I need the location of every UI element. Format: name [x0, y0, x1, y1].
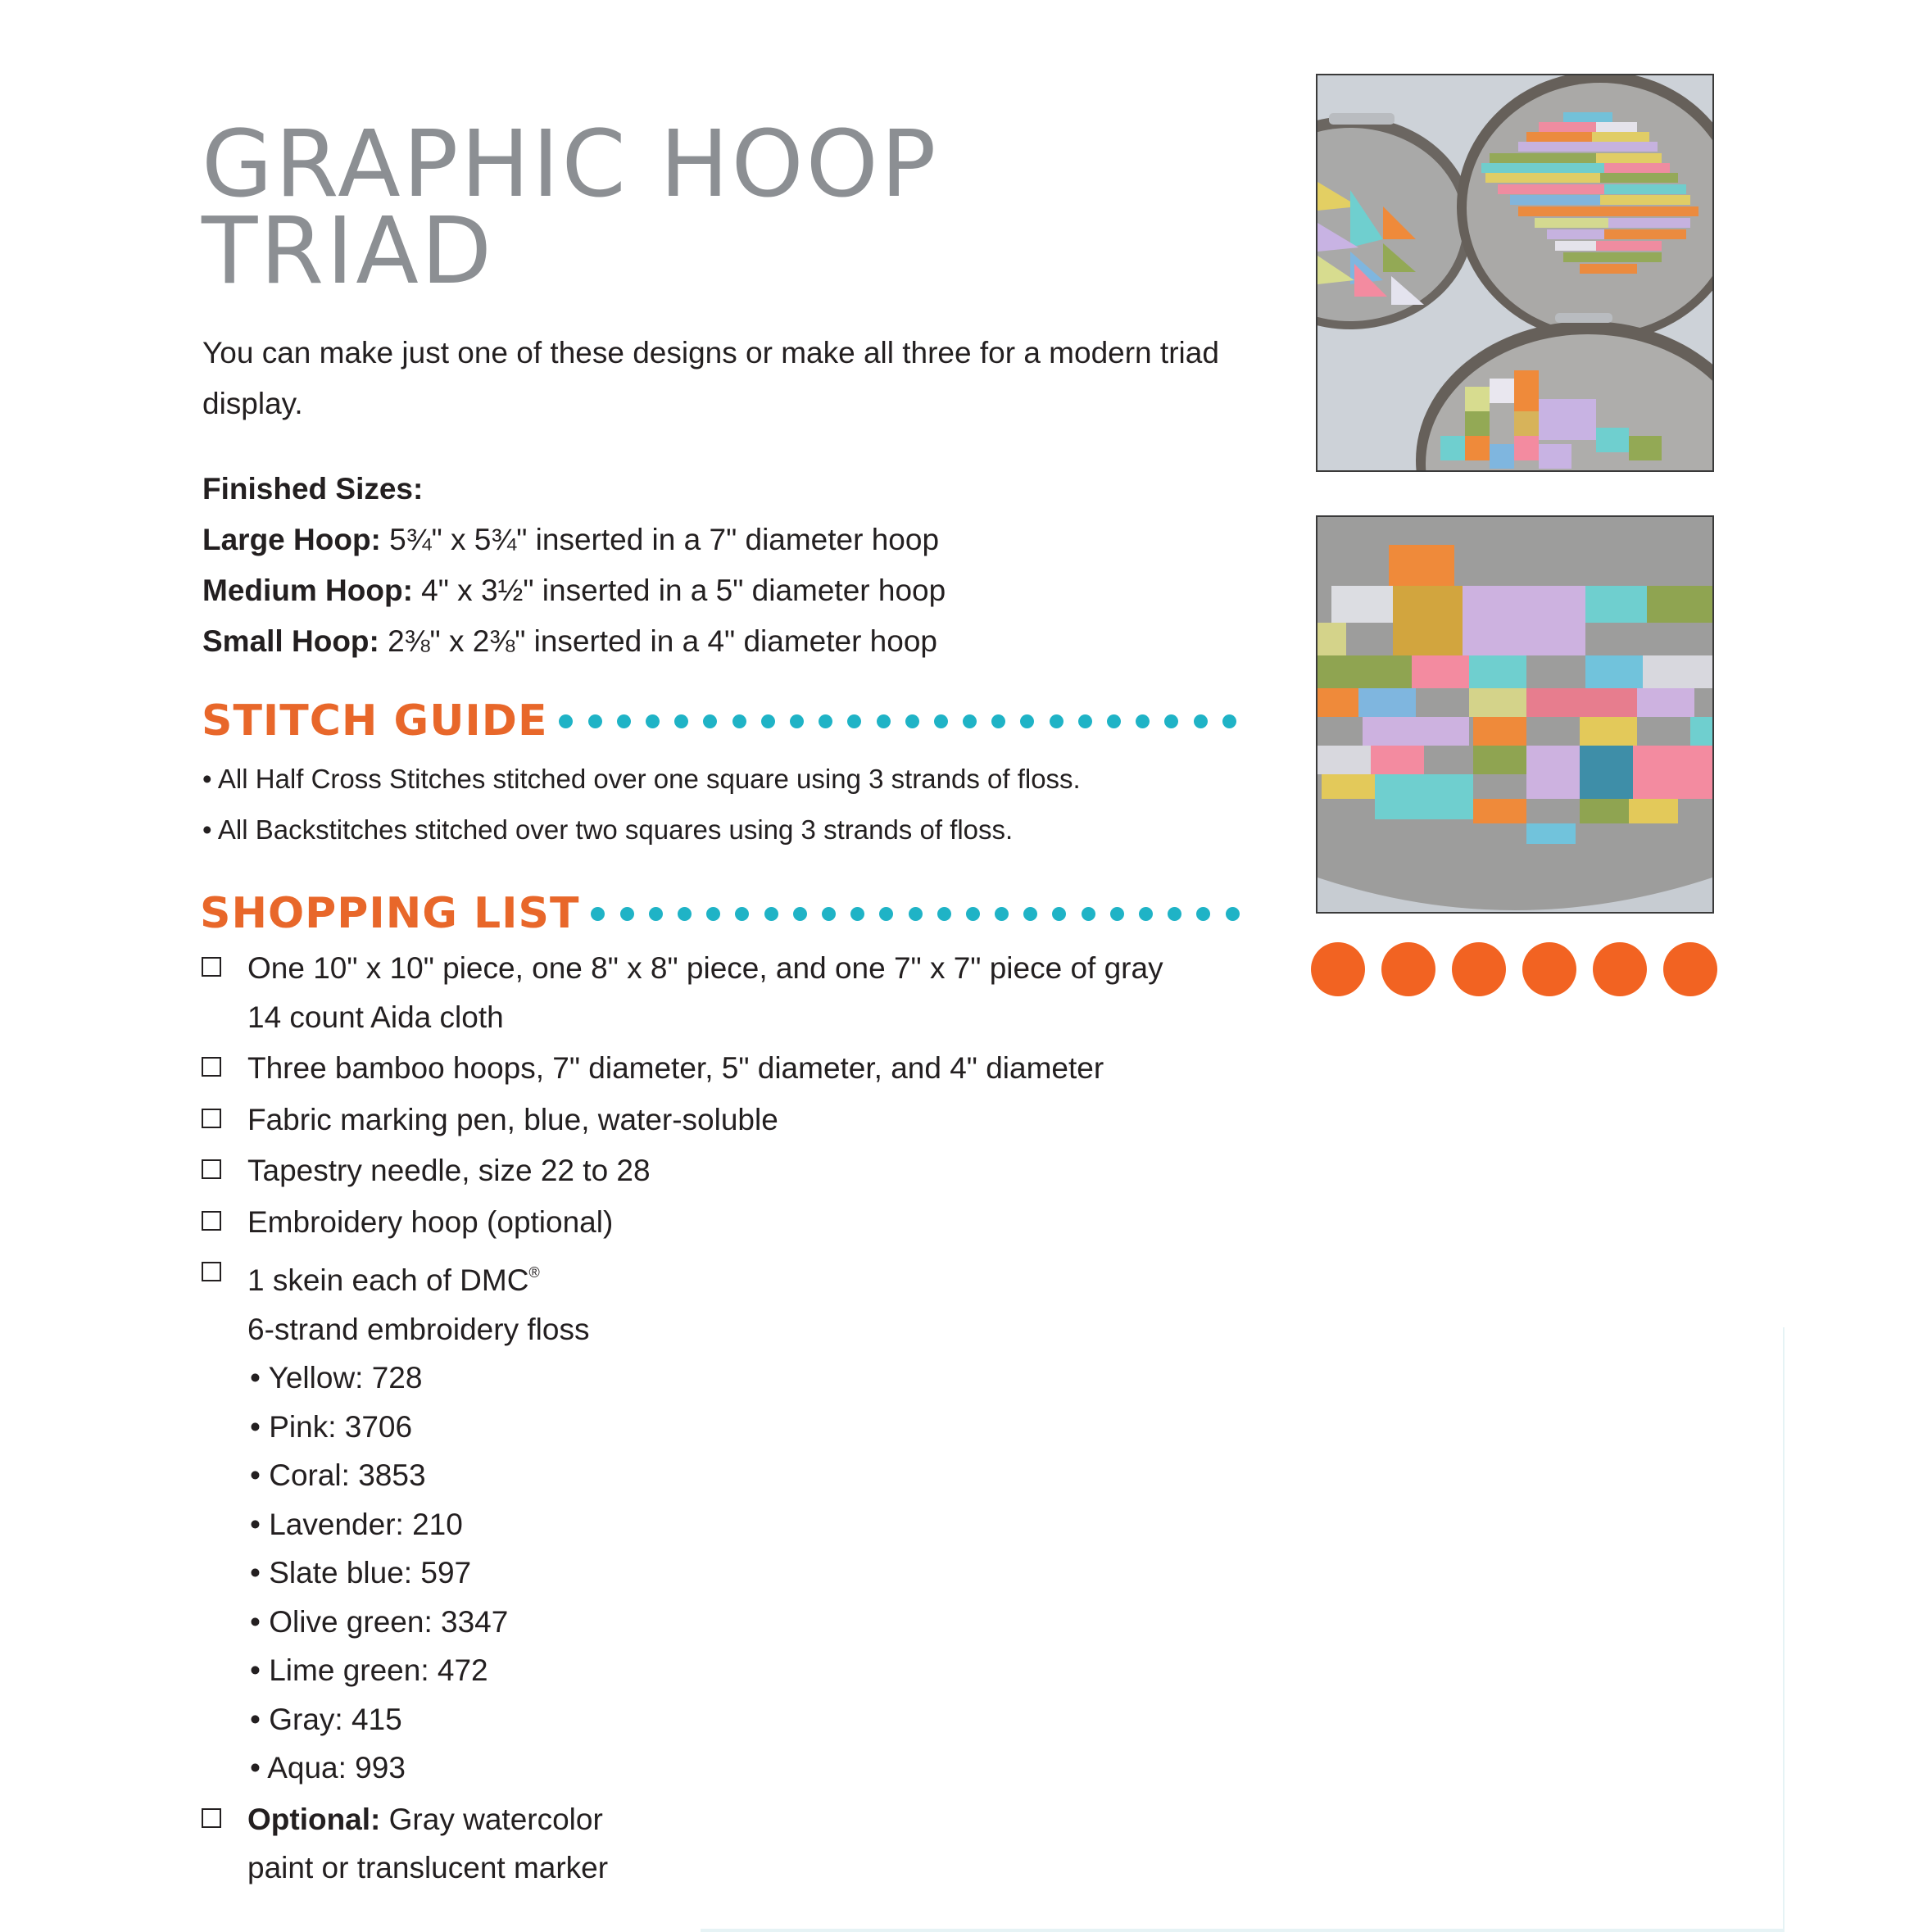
checkbox[interactable]	[202, 1159, 221, 1179]
checklist-item	[202, 1044, 1163, 1093]
registered-mark: ®	[528, 1264, 540, 1281]
finished-sizes-heading: Finished Sizes:	[202, 472, 424, 506]
orange-dot	[1593, 942, 1647, 996]
size-label: Small Hoop:	[202, 624, 379, 658]
orange-dot	[1311, 942, 1365, 996]
checklist-item	[202, 1198, 1163, 1247]
checkbox[interactable]	[202, 1808, 221, 1828]
size-label: Large Hoop:	[202, 523, 381, 556]
floss-color: • Lavender: 210	[250, 1507, 463, 1541]
page-title	[202, 111, 939, 305]
floss-color: • Lime green: 472	[250, 1653, 488, 1687]
item-text: 1 skein each of DMC	[247, 1263, 529, 1297]
size-value: 5¾" x 5¾" inserted in a 7" diameter hoop	[380, 523, 940, 556]
hoop-closeup-photo	[1316, 515, 1714, 914]
size-row-medium	[202, 565, 946, 616]
orange-dot	[1381, 942, 1435, 996]
checkbox[interactable]	[202, 1262, 221, 1281]
section-title: SHOPPING LIST	[200, 889, 580, 938]
hoops-illustration	[1317, 75, 1712, 470]
item-text: Three bamboo hoops, 7" diameter, 5" diameter, and 4" diameter	[247, 1051, 1104, 1085]
stitch-guide-list	[202, 754, 1081, 855]
dotted-rule	[591, 907, 1254, 921]
floss-color: • Yellow: 728	[250, 1361, 423, 1395]
orange-dot	[1452, 942, 1506, 996]
stitch-guide-item: • All Half Cross Stitches stitched over one square using 3 strands of floss.	[202, 764, 1081, 794]
optional-label: Optional:	[247, 1802, 381, 1836]
item-text: One 10" x 10" piece, one 8" x 8" piece, and one 7" x 7" piece of gray	[247, 951, 1163, 985]
item-text: 14 count Aida cloth	[247, 1000, 504, 1034]
checklist-item	[202, 944, 1163, 1041]
floss-color: • Slate blue: 597	[250, 1556, 472, 1590]
intro-paragraph: You can make just one of these designs or make all three for a modern triad display.	[202, 336, 1219, 420]
checklist-item-optional	[202, 1795, 1163, 1893]
item-text: 6-strand embroidery floss	[247, 1312, 590, 1346]
checkbox[interactable]	[202, 1211, 221, 1231]
item-text: Embroidery hoop (optional)	[247, 1204, 614, 1239]
size-row-small	[202, 616, 946, 667]
stitch-guide-item: • All Backstitches stitched over two squares using 3 strands of floss.	[202, 814, 1014, 845]
floss-color: • Aqua: 993	[250, 1751, 406, 1785]
floss-color: • Pink: 3706	[250, 1409, 413, 1444]
size-value: 2⅜" x 2⅜" inserted in a 4" diameter hoop	[379, 624, 937, 658]
item-text: paint or translucent marker	[247, 1851, 609, 1884]
stitch-guide-heading	[202, 696, 1251, 746]
closeup-illustration	[1317, 517, 1712, 912]
floss-color-list	[250, 1354, 1163, 1793]
checkbox[interactable]	[202, 1109, 221, 1128]
floss-color: • Olive green: 3347	[250, 1604, 509, 1639]
three-hoops-photo	[1316, 74, 1714, 472]
checkbox[interactable]	[202, 957, 221, 977]
section-title: STITCH GUIDE	[202, 696, 548, 746]
shopping-list-heading	[200, 889, 1254, 938]
decorative-orange-dots	[1311, 942, 1734, 996]
checklist-item	[202, 1095, 1163, 1145]
checklist-item-floss	[202, 1249, 1163, 1354]
orange-dot	[1522, 942, 1576, 996]
page-edge-rule-horizontal	[701, 1929, 1783, 1932]
item-text: Fabric marking pen, blue, water-soluble	[247, 1102, 778, 1136]
size-value: 4" x 3½" inserted in a 5" diameter hoop	[412, 574, 946, 607]
item-text: Gray watercolor	[380, 1802, 603, 1836]
size-row-large	[202, 515, 946, 565]
orange-dot	[1663, 942, 1717, 996]
title-line-2: TRIAD	[202, 198, 495, 305]
floss-color: • Coral: 3853	[250, 1458, 426, 1492]
item-text: Tapestry needle, size 22 to 28	[247, 1154, 651, 1187]
dotted-rule	[559, 714, 1251, 728]
floss-color: • Gray: 415	[250, 1702, 402, 1736]
checkbox[interactable]	[202, 1057, 221, 1077]
page-edge-rule-vertical	[1783, 1327, 1785, 1932]
checklist-item	[202, 1146, 1163, 1195]
shopping-checklist	[202, 944, 1163, 1893]
finished-sizes	[202, 464, 946, 667]
size-label: Medium Hoop:	[202, 574, 413, 607]
title-line-1: GRAPHIC HOOP	[202, 111, 939, 218]
